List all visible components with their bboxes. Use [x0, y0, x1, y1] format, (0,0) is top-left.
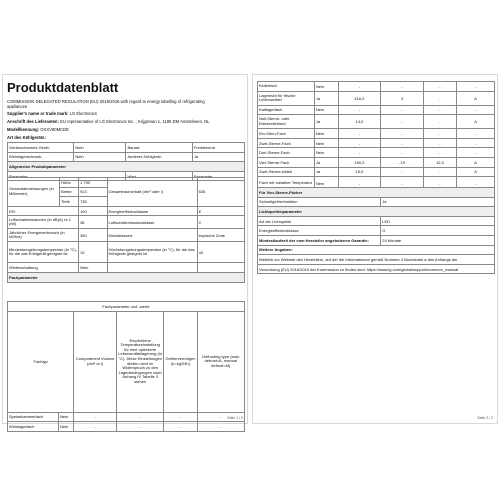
- cell: Ja: [314, 157, 338, 167]
- cell: Klimaklassen:: [107, 229, 197, 242]
- table-header-row: [8, 311, 245, 412]
- cell: -: [423, 82, 456, 92]
- cell: -: [381, 148, 424, 158]
- column-header: Empfohlene Temperatureinstellung für eine optimierte Lebensmittellagerung (in °C). Diese Einstellungen dürfen nicht im Widerspruch zu den Lagerbedingungen nach Anhang IV Tabelle 3 stehen: [117, 311, 164, 412]
- table-row: [8, 143, 245, 153]
- cell: -: [423, 138, 456, 148]
- info-header: Weitere Angaben:: [258, 245, 495, 255]
- section-header: Allgemeine Produktparameter: [8, 162, 245, 172]
- supplier-value: LG Electronics: [69, 111, 97, 116]
- cell: -: [338, 105, 381, 115]
- cell: Weinlagerschrank:: [8, 152, 74, 162]
- table-row: [8, 422, 245, 432]
- cell: Nein: [58, 422, 73, 432]
- cell: -: [381, 167, 424, 177]
- cell: -: [423, 129, 456, 139]
- cell: Höhe: [60, 178, 79, 188]
- cell: 43: [197, 242, 244, 263]
- cell: Nein: [79, 263, 107, 273]
- cell: -: [457, 177, 495, 191]
- regulation-text-cont: appliances: [7, 104, 28, 109]
- address-value: EU representative of LG Electronics Inc. , Krijgsman 1, 1186 DM Amstelveen, NL: [60, 119, 210, 124]
- cell: -: [74, 412, 117, 422]
- cell: 1 790: [79, 178, 107, 188]
- cell: G: [381, 226, 495, 236]
- cell: A: [457, 91, 495, 105]
- cell: Ja: [381, 197, 495, 207]
- table-row: [258, 216, 495, 226]
- cell: Ja: [314, 167, 338, 177]
- cell: -: [117, 422, 164, 432]
- table-row: [8, 229, 245, 242]
- column-header: Parameter: [8, 171, 126, 181]
- table-row: [8, 263, 245, 273]
- cell: 10: [79, 242, 107, 263]
- table-row: [8, 216, 245, 229]
- cell: A: [457, 115, 495, 129]
- cell: Lagerfach für frische Lebensmittel: [258, 91, 315, 105]
- cell: -: [381, 177, 424, 191]
- cell: -: [457, 105, 495, 115]
- cell: Null-Sterne- oder Eisbereiterfach: [258, 115, 315, 129]
- cell: Nein: [58, 412, 73, 422]
- cell: Freistehend: [192, 143, 244, 153]
- column-header: Parameter: [192, 171, 244, 181]
- cell: -: [457, 82, 495, 92]
- cell: Nein: [314, 129, 338, 139]
- cell: Kellerfach: [258, 82, 315, 92]
- cell: Weinlagerfach: [8, 422, 59, 432]
- model-value: GSXV90MCDE: [40, 127, 69, 132]
- additional-parameters-table: [257, 187, 495, 274]
- cell: Höchstumgebungstemperatur (in °C), für die das Kühlgerät geeignet ist: [107, 242, 197, 263]
- cell: Ja: [314, 115, 338, 129]
- cell: A: [457, 157, 495, 167]
- cell: Energieeffizienzklasse: [258, 226, 381, 236]
- cell: -: [423, 167, 456, 177]
- compartment-table-cont: [257, 81, 495, 191]
- compartment-table: [7, 301, 245, 432]
- cell: -: [423, 115, 456, 129]
- cell: Nein: [314, 82, 338, 92]
- table-row: [258, 105, 495, 115]
- page-title: Produktdatenblatt: [7, 80, 119, 95]
- cell: 416,0: [338, 91, 381, 105]
- cell: 735: [79, 197, 107, 207]
- cell: Geräuscharmes Gerät:: [8, 143, 74, 153]
- cell: Gesamtrauminhalt (dm³ oder l): [107, 178, 197, 207]
- table-row: [258, 167, 495, 177]
- cell: Breite: [60, 187, 79, 197]
- cell: Art der Lichtquelle: [258, 216, 381, 226]
- cell: Fach mit variabler Temperatur: [258, 177, 315, 191]
- cell: -: [338, 82, 381, 92]
- table-row: [258, 129, 495, 139]
- cell: Ein-Stern-Fach: [258, 129, 315, 139]
- cell: -: [74, 422, 117, 432]
- cell: Nein: [314, 148, 338, 158]
- cell: A: [457, 167, 495, 177]
- cell: 190,0: [338, 157, 381, 167]
- cell: Energieeffizienzklasse: [107, 206, 197, 216]
- column-header: Gefriervermögen (in kg/24h): [164, 311, 197, 412]
- general-parameters-table: [7, 177, 245, 283]
- table-row: [258, 235, 495, 245]
- section-header: Fachparameter: [8, 272, 245, 282]
- cell: -: [423, 105, 456, 115]
- cell: Nein: [314, 138, 338, 148]
- cell: -: [338, 177, 381, 191]
- cell: Ja: [314, 91, 338, 105]
- appliance-type-table: [7, 142, 245, 181]
- cell: LED: [381, 216, 495, 226]
- regulation-text: COMMISSION DELEGATED REGULATION (EU) 2019/2016 with regard to energy labelling of refrigerating: [7, 99, 205, 104]
- cell: Vier-Sterne-Fach: [258, 157, 315, 167]
- table-row: [8, 412, 245, 422]
- cell: Jährlicher Energieverbrauch (in kWh/a): [8, 229, 79, 242]
- cell: -: [381, 138, 424, 148]
- dims-label: Gesamtabmessungen (in Millimeter): [8, 178, 60, 207]
- cell: -: [164, 412, 197, 422]
- column-header: Wert: [126, 171, 192, 181]
- cell: Bauart:: [126, 143, 192, 153]
- cell: Zwei-Sterne-Abteil: [258, 167, 315, 177]
- cell: Nein: [314, 177, 338, 191]
- column-header: Fachtyp: [8, 311, 74, 412]
- cell: tropische Zone: [197, 229, 244, 242]
- cell: 3: [381, 91, 424, 105]
- table-row: [258, 91, 495, 105]
- column-header: Compartment Volume (dm³ or l): [74, 311, 117, 412]
- table-row: [258, 138, 495, 148]
- cell: -: [423, 91, 456, 105]
- cell: -19: [381, 157, 424, 167]
- section-header: Für Vier-Sterne-Fächer: [258, 188, 495, 198]
- cell: -: [457, 129, 495, 139]
- cell: 350: [79, 229, 107, 242]
- cell: Zwei-Sterne-Fach: [258, 138, 315, 148]
- table-row: [258, 82, 495, 92]
- cell: 635: [197, 178, 244, 207]
- cell: -: [457, 138, 495, 148]
- cell: -: [338, 129, 381, 139]
- cell: EEI: [8, 206, 79, 216]
- supplier-label: Supplier's name or trade mark:: [7, 111, 69, 116]
- appliance-type-label: Art des Kühlgeräts:: [7, 135, 46, 140]
- cell: C: [197, 216, 244, 229]
- cell: -: [338, 148, 381, 158]
- cell: 36: [79, 216, 107, 229]
- table-row: [258, 148, 495, 158]
- cell: Luftschallemissionsklasse: [107, 216, 197, 229]
- address-label: Anschrift des Lieferanten:: [7, 119, 59, 124]
- table-row: [8, 242, 245, 263]
- cell: Winterschaltung: [8, 263, 79, 273]
- datasheet-page-2: [252, 74, 498, 424]
- datasheet-page-1: [2, 74, 248, 429]
- table-row: [258, 115, 495, 129]
- cell: Tiefe: [60, 197, 79, 207]
- cell: -: [423, 148, 456, 158]
- table-row: [258, 157, 495, 167]
- cell: Luftschallemissionen (in dB(A) re 1 pW): [8, 216, 79, 229]
- model-label: Modellkennung:: [7, 127, 40, 132]
- cell: -: [381, 129, 424, 139]
- cell: Mindestumgebungstemperatur (in °C), für die das Kühlgerät geeignet ist: [8, 242, 79, 263]
- cell: Nein: [74, 143, 126, 153]
- cell: Nein: [74, 152, 126, 162]
- table-row: [8, 206, 245, 216]
- cell: 100: [79, 206, 107, 216]
- cell: Mindestlaufzeit der vom Hersteller angebotenen Garantie:: [258, 235, 381, 245]
- cell: Ja: [192, 152, 244, 162]
- cell: 24 Monate: [381, 235, 495, 245]
- table-row: [258, 226, 495, 236]
- cell: -: [423, 177, 456, 191]
- info-text: Weblink zur Website des Herstellers, auf der die Informationen gemäß Nummer 4 Buchstabe a des Anhangs der: [258, 255, 495, 265]
- table-row: [258, 197, 495, 207]
- cell: 12,0: [423, 157, 456, 167]
- cell: 14,0: [338, 115, 381, 129]
- cell: Nein: [314, 105, 338, 115]
- cell: Drei-Sterne-Fach: [258, 148, 315, 158]
- cell: Kaltlagerfach: [258, 105, 315, 115]
- section-subheader: Fachparameter und -werte: [8, 302, 245, 312]
- cell: -: [381, 105, 424, 115]
- info-link[interactable]: Verordnung (EU) 2016/2019 der Kommission zu finden sind: https://www.lg.com/global/support/common_manual: [258, 264, 495, 274]
- cell: Schnellgefrierfunktion: [258, 197, 381, 207]
- page-number: Seite 1 / 2: [227, 416, 243, 420]
- cell: 913: [79, 187, 107, 197]
- cell: -: [197, 412, 244, 422]
- cell: Speisekammerfach: [8, 412, 59, 422]
- cell: -: [457, 148, 495, 158]
- table-row: [8, 152, 245, 162]
- cell: -: [338, 138, 381, 148]
- column-header: Defrosting type (auto defrost=A, manual defrost=M): [197, 311, 244, 412]
- cell: -: [381, 115, 424, 129]
- cell: E: [197, 206, 244, 216]
- cell: -: [197, 422, 244, 432]
- cell: 15,0: [338, 167, 381, 177]
- cell: Anderes Kühlgerät:: [126, 152, 192, 162]
- cell: -: [381, 82, 424, 92]
- cell: -: [164, 422, 197, 432]
- section-header: Lichtquellenparameter: [258, 207, 495, 217]
- page-number: Seite 2 / 2: [477, 416, 493, 420]
- cell: -: [117, 412, 164, 422]
- table-row: [8, 178, 245, 188]
